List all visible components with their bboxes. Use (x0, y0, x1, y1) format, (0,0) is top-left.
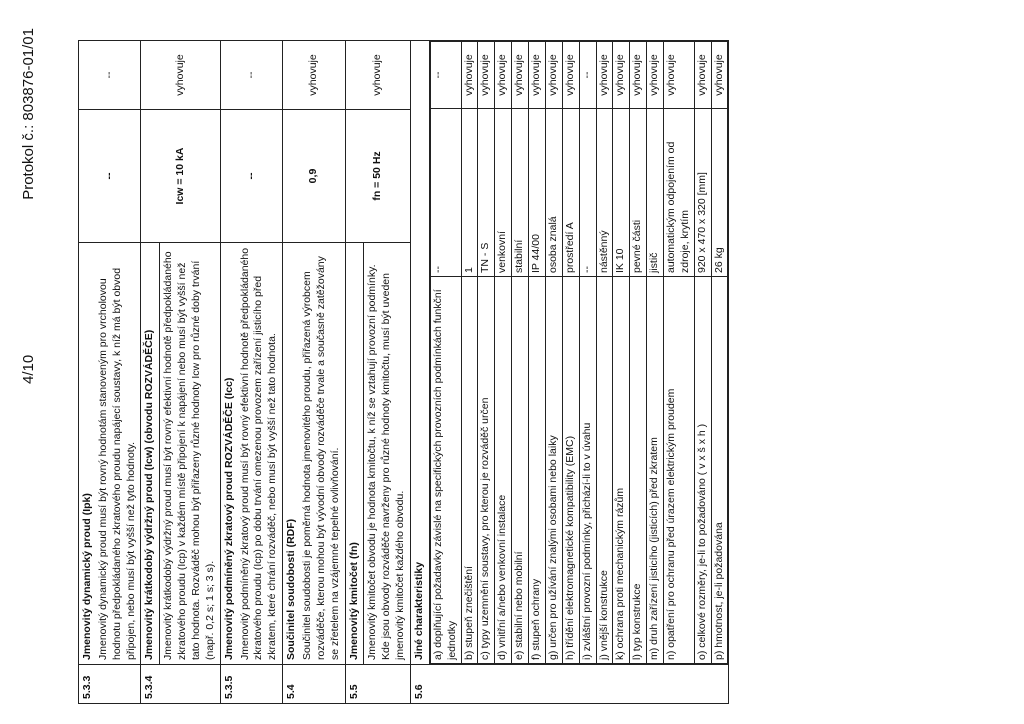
characteristic-result: vyhovuje (613, 42, 630, 109)
section-text: Jmenovitý krátkodobý výdržný proud musí být rovný efektivní hodnotě předpokládaného zkratového proudu (Icp) v každém místě připojení k napájení nebo musí být vyšší než tato hodnota. Rozváděč mohou být přiřazeny různé hodnoty Icw pro různé doby trvání (např. 0,2 s; 1 s; 3 s). (162, 251, 216, 660)
characteristic-value: 920 x 470 x 320 [mm] (694, 109, 711, 277)
table-row (512, 42, 529, 664)
table-row (478, 42, 495, 664)
characteristic-value: 26 kg (711, 109, 728, 277)
table-row (694, 42, 711, 664)
section-title: Jiné charakteristiky (411, 41, 430, 664)
characteristic-result: -- (579, 42, 596, 109)
characteristic-value: -- (430, 109, 461, 277)
section-row (141, 41, 220, 704)
section-title: Jmenovitý krátkodobý výdržný proud (Icw) (obvodu ROZVÁDĚČE) (143, 243, 160, 664)
characteristic-label: h) třídění elektromagnetické kompatibility (EMC) (562, 277, 579, 664)
characteristic-result: vyhovuje (694, 42, 711, 109)
characteristic-value: venkovní (495, 109, 512, 277)
characteristic-label: l) typ konstrukce (630, 277, 647, 664)
characteristic-value: prostředí A (562, 109, 579, 277)
table-row (647, 42, 664, 664)
section-result: -- (220, 41, 282, 110)
characteristic-result: vyhovuje (529, 42, 546, 109)
characteristic-label: e) stabilní nebo mobilní (512, 277, 529, 664)
section-row (220, 41, 282, 704)
table-row (495, 42, 512, 664)
section-text: Jmenovitý podmíněný zkratový proud musí být rovný efektivní hodnotě předpokládaného zkratového proudu (Icp) po dobu trvání omezenou provozem zařízení jisticího před zkratem, které chrání rozváděč, nebo musí být vyšší než tato hodnota. (238, 247, 279, 660)
characteristic-result: vyhovuje (711, 42, 728, 109)
characteristics-table (78, 40, 729, 704)
section-result: vyhovuje (283, 41, 345, 110)
section-value: fn = 50 Hz (345, 110, 410, 243)
page-header (16, 0, 46, 724)
characteristic-label: o) celkové rozměry, je-li to požadováno ( v x š x h ) (694, 277, 711, 664)
characteristic-label: b) stupeň znečištění (461, 277, 478, 664)
characteristic-label: k) ochrana proti mechanickým rázům (613, 277, 630, 664)
section-value: Icw = 10 kA (141, 110, 220, 243)
characteristic-value: IP 44/00 (529, 109, 546, 277)
section-content (411, 41, 729, 665)
table-row (430, 42, 461, 664)
characteristic-value: stabilní (512, 109, 529, 277)
section-title: Jmenovitý podmíněný zkratový proud ROZVÁDĚČE (Icc) (222, 377, 235, 660)
characteristic-result: vyhovuje (478, 42, 495, 109)
section-title: Součinitel soudobosti (RDF) (285, 518, 298, 660)
characteristic-result: vyhovuje (663, 42, 694, 109)
section-value: 0,9 (283, 110, 345, 243)
characteristic-label: m) druh zařízení jisticího (jisticích) před zkratem (647, 277, 664, 664)
table-row (529, 42, 546, 664)
characteristic-value: osoba znalá (545, 109, 562, 277)
section-content (220, 243, 282, 665)
characteristic-label: g) určen pro užívání znalými osobami nebo laiky (545, 277, 562, 664)
section-content (79, 243, 141, 665)
characteristic-label: d) vnitřní a/nebo venkovní instalace (495, 277, 512, 664)
characteristic-label: f) stupeň ochrany (529, 277, 546, 664)
characteristic-result: vyhovuje (512, 42, 529, 109)
section-result: vyhovuje (345, 41, 410, 110)
characteristic-label: c) typy uzemnění soustavy, pro kterou je rozváděč určen (478, 277, 495, 664)
section-row (345, 41, 410, 704)
characteristic-label: j) vnější konstrukce (596, 277, 613, 664)
table-row (579, 42, 596, 664)
section-number: 5.5 (345, 665, 410, 704)
section-result: vyhovuje (141, 41, 220, 110)
table-row (663, 42, 694, 664)
table-row (711, 42, 728, 664)
characteristic-value: pevné části (630, 109, 647, 277)
characteristic-label: a) doplňující požadavky závislé na specifických provozních podmínkách funkční jednotky (430, 277, 461, 664)
characteristic-value: 1 (461, 109, 478, 277)
characteristic-value: -- (579, 109, 596, 277)
section-row-5-6 (411, 41, 729, 704)
section-number: 5.3.5 (220, 665, 282, 704)
page-number: 4/10 (20, 354, 37, 384)
characteristic-result: -- (430, 42, 461, 109)
characteristic-result: vyhovuje (647, 42, 664, 109)
section-title: Jmenovitý kmitočet (fn) (348, 243, 365, 664)
section-number: 5.3.3 (79, 665, 141, 704)
characteristic-value: nástěnný (596, 109, 613, 277)
characteristic-label: i) zvláštní provozní podmínky, přichází-li to v úvahu (579, 277, 596, 664)
table-row (596, 42, 613, 664)
characteristic-result: vyhovuje (596, 42, 613, 109)
section-content (345, 243, 410, 665)
section-number: 5.6 (411, 665, 729, 704)
characteristic-value: IK 10 (613, 109, 630, 277)
characteristic-label: p) hmotnost, je-li požadována (711, 277, 728, 664)
section-value: -- (79, 110, 141, 243)
characteristic-result: vyhovuje (495, 42, 512, 109)
section-result: -- (79, 41, 141, 110)
section-row (283, 41, 345, 704)
table-row (613, 42, 630, 664)
protocol-number: Protokol č.: 803876-01/01 (20, 28, 37, 200)
section-text: Součinitel soudobosti je poměrná hodnota jmenovitého proudu, přiřazená výrobcem rozváděče, kterou mohou být vývodní obvody rozváděče trvale a současně zatěžovány se zřetelem na vzájemné tepelné ovlivňování. (301, 256, 341, 660)
section-number: 5.3.4 (141, 665, 220, 704)
table-row (630, 42, 647, 664)
table-row (461, 42, 478, 664)
characteristic-value: jistič (647, 109, 664, 277)
section-text: Jmenovitý kmitočet obvodu je hodnota kmitočtu, k níž se vztahují provozní podmínky. Kde jsou obvody rozváděče navrženy pro různé hodnoty kmitočtu, musí být uveden jmenovitý kmitočet každého obvodu. (366, 264, 407, 660)
characteristic-value: TN - S (478, 109, 495, 277)
section-number: 5.4 (283, 665, 345, 704)
section-text: Jmenovitý dynamický proud musí být rovný hodnotám stanoveným pro vrcholovou hodnotu předpokládaného zkratového proudu napájecí soustavy, k níž má být obvod připojen, nebo musí být vyšší než tyto hodnoty. (96, 267, 137, 660)
table-row (562, 42, 579, 664)
characteristic-result: vyhovuje (562, 42, 579, 109)
section-content (141, 243, 220, 665)
characteristic-result: vyhovuje (630, 42, 647, 109)
table-row (545, 42, 562, 664)
characteristic-value: automatickým odpojením od zdroje, krytím (663, 109, 694, 277)
other-characteristics-table (430, 41, 728, 664)
characteristic-result: vyhovuje (461, 42, 478, 109)
section-value: -- (220, 110, 282, 243)
section-title: Jmenovitý dynamický proud (Ipk) (81, 493, 93, 660)
section-content (283, 243, 345, 665)
characteristic-label: n) opatření pro ochranu před úrazem elektrickým proudem (663, 277, 694, 664)
characteristic-result: vyhovuje (545, 42, 562, 109)
section-row (79, 41, 141, 704)
